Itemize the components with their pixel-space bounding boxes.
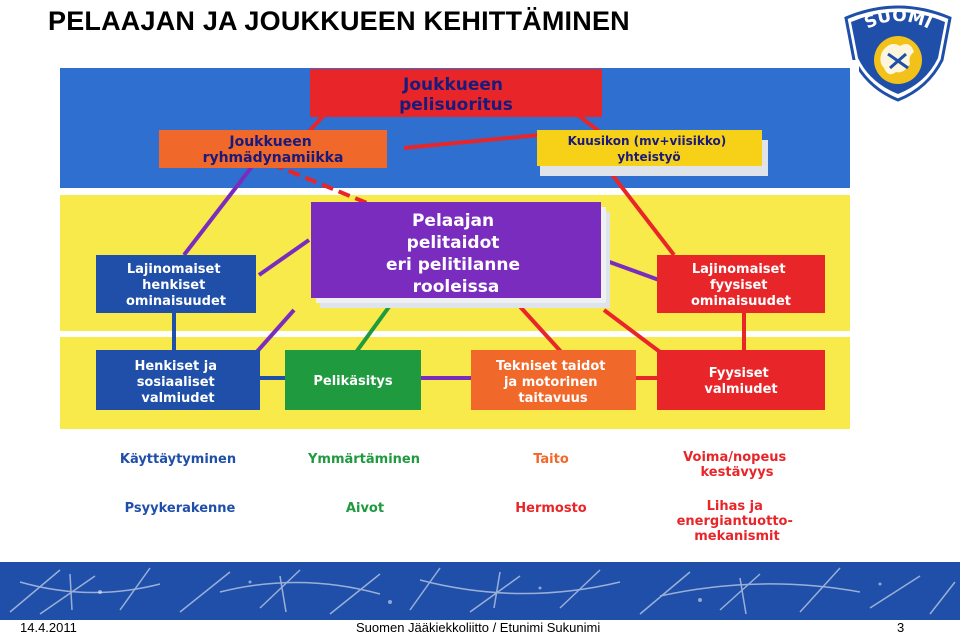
text-right-mid: Lajinomaiset fyysiset ominaisuudet: [690, 262, 792, 309]
footer-organization: Suomen Jääkiekkoliitto / Etunimi Sukunimi: [356, 620, 601, 635]
text-fyysiset: Fyysiset valmiudet: [704, 366, 778, 397]
text-right-top: Kuusikon (mv+viisikko) yhteistyö: [567, 134, 727, 164]
text-top: Joukkueen pelisuoritus: [399, 75, 513, 115]
text-henkiset: Henkiset ja sosiaaliset valmiudet: [134, 359, 218, 406]
lion-crest-icon: [874, 36, 922, 84]
diagram-canvas: [44, 60, 859, 550]
slide-title: PELAAJAN JA JOUKKUEEN KEHITTÄMINEN: [48, 6, 630, 36]
text-pelikasitys: Pelikäsitys: [313, 374, 393, 389]
label-taito: Taito: [533, 452, 569, 467]
text-tekniset: Tekniset taidot ja motorinen taitavuus: [495, 359, 606, 406]
label-voima-nopeus: Voima/nopeus kestävyys: [683, 450, 787, 480]
label-psyykerakenne: Psyykerakenne: [124, 501, 236, 516]
page-number: 3: [897, 620, 905, 635]
footer-rink-banner: [0, 562, 960, 620]
label-lihas: Lihas ja energiantuotto- mekanismit: [676, 499, 793, 544]
footer-date: 14.4.2011: [20, 620, 77, 635]
label-aivot: Aivot: [345, 501, 385, 516]
label-kayttaytyminen: Käyttäytyminen: [119, 452, 237, 467]
text-center: Pelaajan pelitaidot eri pelitilanne rooleissa: [386, 211, 521, 297]
label-hermosto: Hermosto: [515, 501, 587, 516]
text-left-mid: Lajinomaiset henkiset ominaisuudet: [125, 262, 227, 309]
logo-text: SUOMI: [861, 5, 935, 34]
text-left-top: Joukkueen ryhmädynamiikka: [202, 134, 344, 166]
development-diagram: [44, 60, 859, 550]
label-ymmartaminen: Ymmärtäminen: [307, 452, 421, 467]
